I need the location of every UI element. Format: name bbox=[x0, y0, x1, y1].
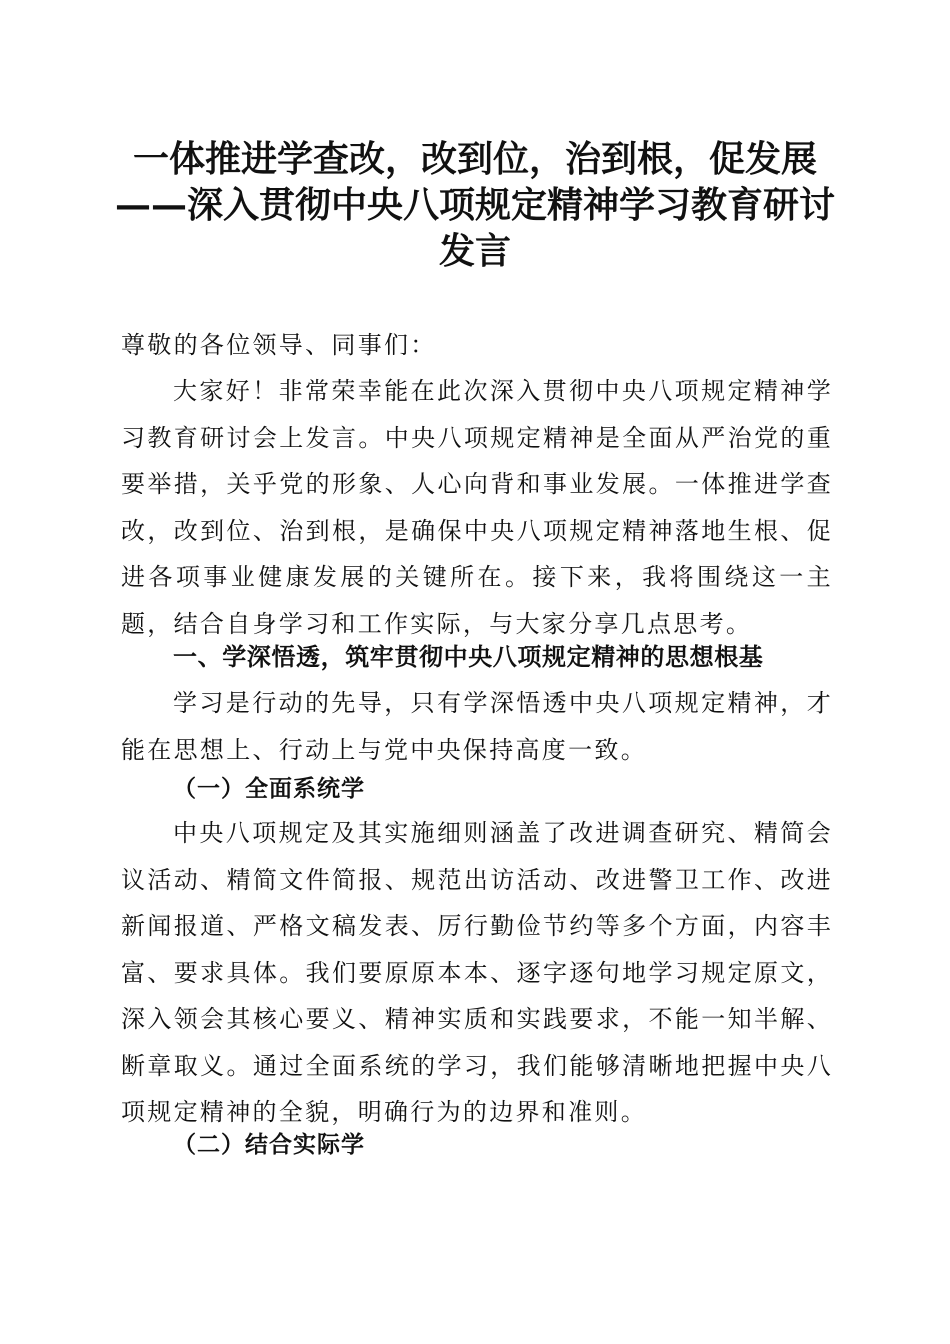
title-line-3: 发言 bbox=[438, 230, 511, 272]
intro-paragraph: 大家好！非常荣幸能在此次深入贯彻中央八项规定精神学习教育研讨会上发言。中央八项规定精神是全面从严治党的重要举措，关乎党的形象、人心向背和事业发展。一体推进学查改，改到位、治到根，是确保中央八项规定精神落地生根、促进各项事业健康发展的关键所在。接下来，我将围绕这一主题，结合自身学习和工作实际，与大家分享几点思考。 bbox=[121, 377, 833, 638]
subsection-1-heading: （一）全面系统学 bbox=[173, 775, 365, 802]
section-1-heading: 一、学深悟透，筑牢贯彻中央八项规定精神的思想根基 bbox=[173, 643, 764, 671]
subsection-2-heading: （二）结合实际学 bbox=[173, 1131, 365, 1158]
subsection-1-paragraph: 中央八项规定及其实施细则涵盖了改进调查研究、精简会议活动、精简文件简报、规范出访活动、改进警卫工作、改进新闻报道、严格文稿发表、厉行勤俭节约等多个方面，内容丰富、要求具体。我们要原原本本、逐字逐句地学习规定原文，深入领会其核心要义、精神实质和实践要求，不能一知半解、断章取义。通过全面系统的学习，我们能够清晰地把握中央八项规定精神的全貌，明确行为的边界和准则。 bbox=[121, 819, 833, 1126]
document-title bbox=[100, 136, 850, 274]
salutation: 尊敬的各位领导、同事们： bbox=[121, 331, 437, 359]
title-line-2: ——深入贯彻中央八项规定精神学习教育研讨 bbox=[114, 184, 835, 226]
title-line-1: 一体推进学查改，改到位，治到根，促发展 bbox=[132, 138, 817, 180]
section-1-paragraph: 学习是行动的先导，只有学深悟透中央八项规定精神，才能在思想上、行动上与党中央保持高度一致。 bbox=[121, 689, 833, 764]
